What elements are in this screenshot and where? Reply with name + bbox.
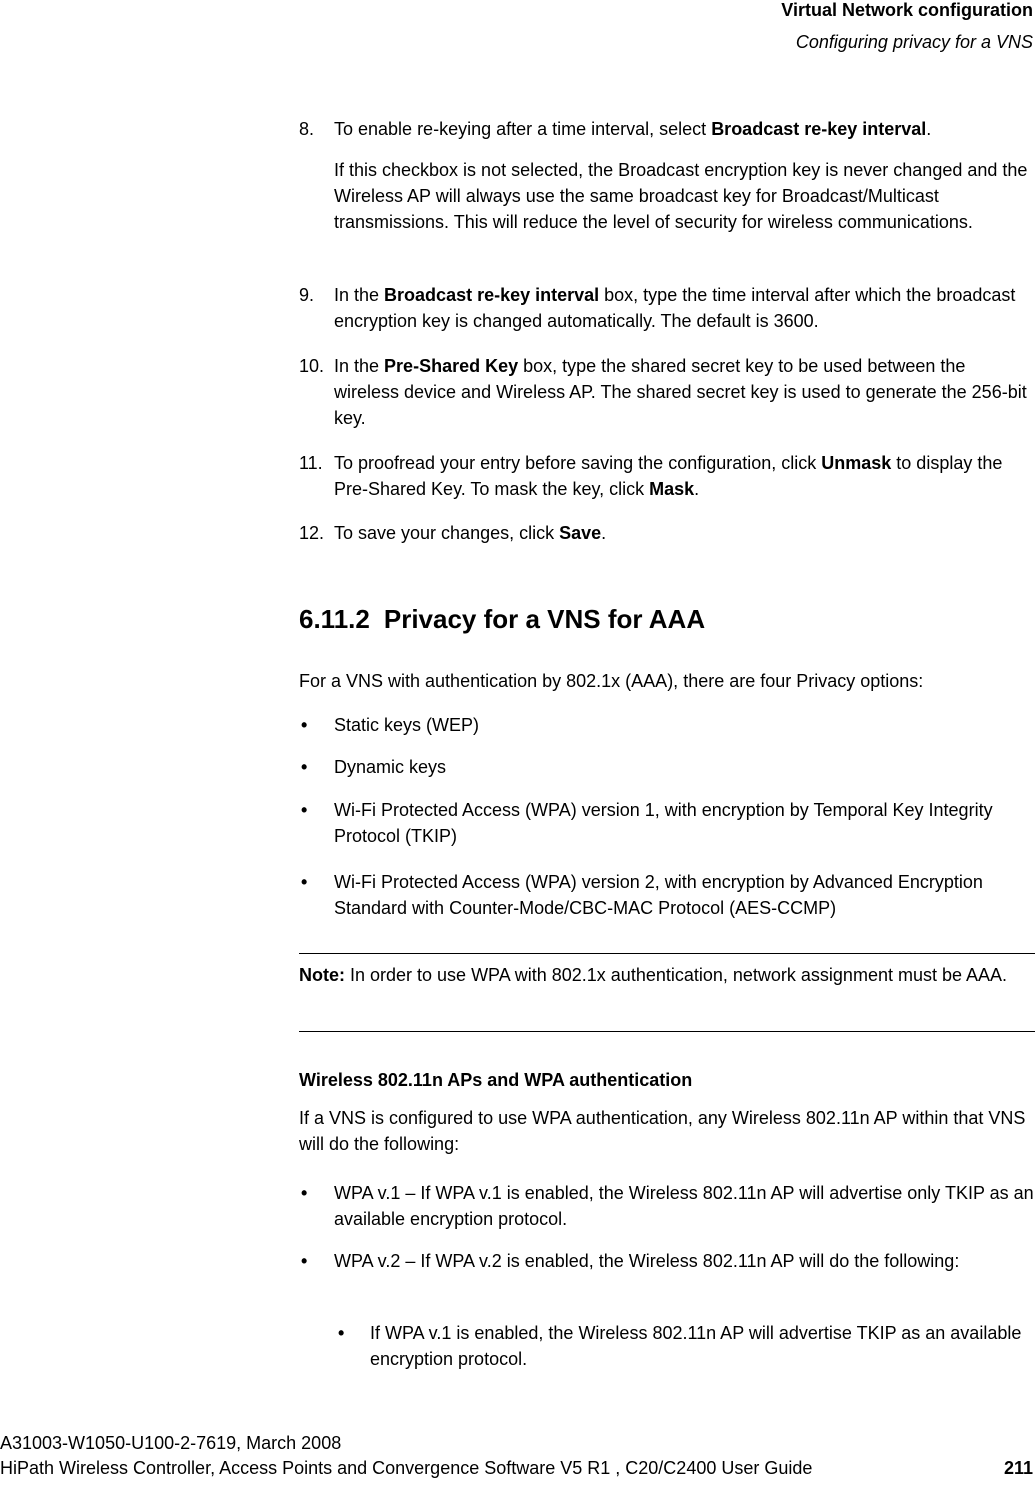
note-bottom-rule <box>299 1031 1035 1032</box>
note-label: Note: <box>299 965 345 985</box>
subsection-intro: If a VNS is configured to use WPA authentication, any Wireless 802.11n AP within that VNS will do the following: <box>299 1108 1026 1154</box>
step-number: 9. <box>299 285 315 305</box>
step-number: 10. <box>299 356 325 376</box>
step-8-note: If this checkbox is not selected, the Broadcast encryption key is never changed and the Wireless AP will always use the same broadcast key for Broadcast/Multicast transmissions. This will reduce the level of security for wireless communications. <box>334 160 1028 232</box>
section-title: Privacy for a VNS for AAA <box>383 604 706 634</box>
bullet-icon: • <box>301 800 308 820</box>
ui-term: Mask <box>649 479 695 499</box>
note-text: In order to use WPA with 802.1x authentication, network assignment must be AAA. <box>345 965 1008 985</box>
step-8: 8. To enable re-keying after a time interval, select Broadcast re-key interval. <box>299 116 1035 142</box>
step-12: 12. To save your changes, click Save. <box>299 520 1035 546</box>
page-number: 211 <box>1003 1458 1033 1478</box>
section-heading <box>299 604 705 635</box>
guide-title: HiPath Wireless Controller, Access Points and Convergence Software V5 R1 , C20/C2400 User Guide <box>0 1458 813 1478</box>
ui-term: Save <box>559 523 602 543</box>
list-item: • Wi-Fi Protected Access (WPA) version 2, with encryption by Advanced Encryption Standard with Counter-Mode/CBC-MAC Protocol (AES-CCMP) <box>299 869 1035 921</box>
note <box>299 962 1035 988</box>
bullet-icon: • <box>301 715 308 735</box>
section-running-title: Configuring privacy for a VNS <box>795 32 1033 52</box>
ui-term: Broadcast re-key interval <box>384 285 600 305</box>
bullet-icon: • <box>301 1251 308 1271</box>
bullet-icon: • <box>301 1183 308 1203</box>
step-number: 12. <box>299 523 325 543</box>
ui-term: Pre-Shared Key <box>384 356 519 376</box>
list-item: • Dynamic keys <box>299 754 1035 780</box>
step-number: 11. <box>299 453 323 473</box>
chapter-title: Virtual Network configuration <box>781 0 1033 20</box>
doc-id: A31003-W1050-U100-2-7619, March 2008 <box>0 1433 342 1453</box>
step-9: 9. In the Broadcast re-key interval box, type the time interval after which the broadcast encryption key is changed automatically. The default is 3600. <box>299 282 1035 334</box>
list-item: • WPA v.1 – If WPA v.1 is enabled, the Wireless 802.11n AP will advertise only TKIP as an available encryption protocol. <box>299 1180 1035 1232</box>
subsection-heading: Wireless 802.11n APs and WPA authentication <box>299 1070 693 1090</box>
bullet-icon: • <box>301 757 308 777</box>
section-number: 6.11.2 <box>299 604 370 634</box>
note-top-rule <box>299 953 1035 954</box>
intro-paragraph: For a VNS with authentication by 802.1x (AAA), there are four Privacy options: <box>299 671 924 691</box>
ui-term: Broadcast re-key interval <box>711 119 927 139</box>
step-number: 8. <box>299 119 315 139</box>
list-item: • Static keys (WEP) <box>299 712 1035 738</box>
step-10: 10. In the Pre-Shared Key box, type the shared secret key to be used between the wireless device and Wireless AP. The shared secret key is used to generate the 256-bit key. <box>299 353 1035 431</box>
ui-term: Unmask <box>821 453 892 473</box>
list-item: • WPA v.2 – If WPA v.2 is enabled, the Wireless 802.11n AP will do the following: <box>299 1248 1035 1274</box>
bullet-icon: • <box>338 1323 345 1343</box>
list-item: • Wi-Fi Protected Access (WPA) version 1, with encryption by Temporal Key Integrity Protocol (TKIP) <box>299 797 1035 849</box>
sub-list-item: • If WPA v.1 is enabled, the Wireless 802.11n AP will advertise TKIP as an available encryption protocol. <box>334 1320 1034 1372</box>
bullet-icon: • <box>301 872 308 892</box>
step-11: 11. To proofread your entry before saving the configuration, click Unmask to display the Pre-Shared Key. To mask the key, click Mask. <box>299 450 1035 502</box>
